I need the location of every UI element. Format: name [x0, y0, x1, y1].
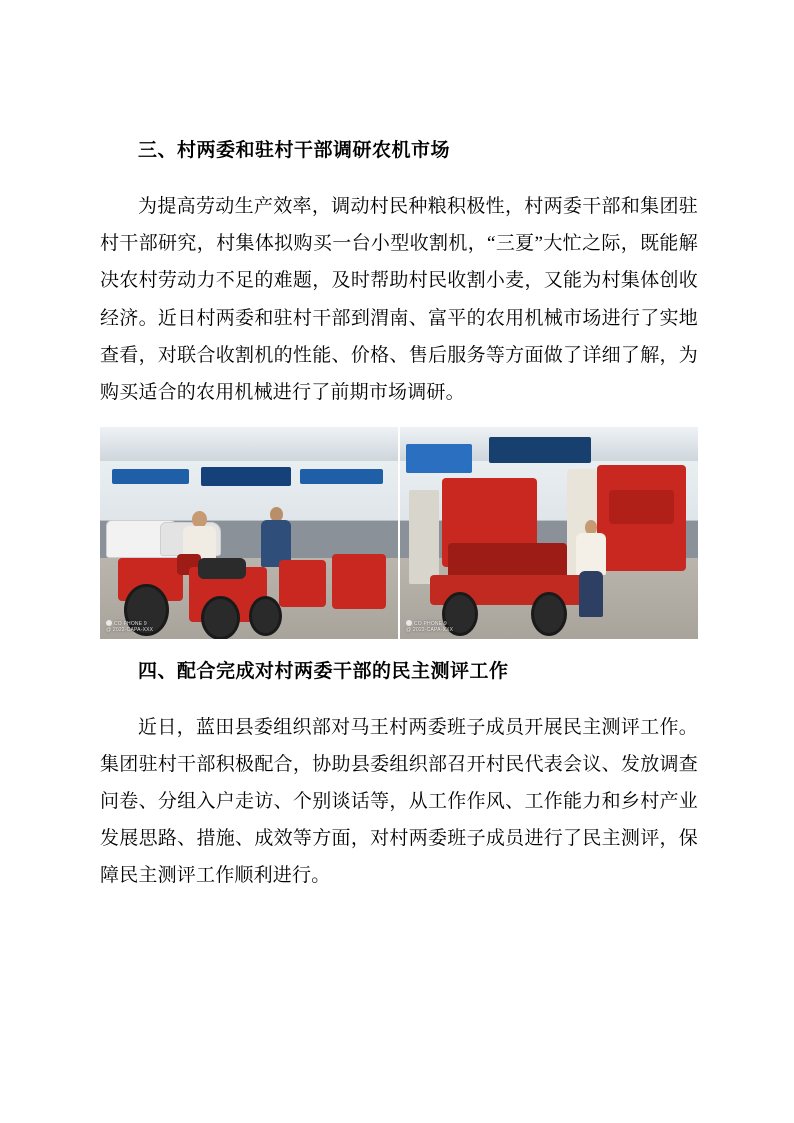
section-3-paragraph-1: 为提高劳动生产效率，调动村民种粮积极性，村两委干部和集团驻村干部研究，村集体拟购买一台小型收割机，“三夏”大忙之际，既能解决农村劳动力不足的难题，及时帮助村民收割小麦，又能为村集体创收经济。近日村两委和驻村干部到渭南、富平的农用机械市场进行了实地查看，对联合收割机的性能、价格、售后服务等方面做了详细了解，为购买适合的农用机械进行了前期市场调研。 — [100, 196, 698, 403]
section-heading-3: 三、村两委和驻村干部调研农机市场 — [138, 140, 451, 161]
document-body — [100, 96, 698, 894]
photo-right-combine-harvester — [400, 427, 698, 639]
photo-left-harvester-inspection — [100, 427, 398, 639]
section-heading-4: 四、配合完成对村两委干部的民主测评工作 — [138, 660, 509, 682]
photo-watermark: CO PHONE 9 @ 2022-CAPA-XXX — [406, 621, 454, 634]
photo-watermark: CO PHONE 9 @ 2022-CAPA-XXX — [106, 621, 154, 634]
section-4-paragraph-1: 近日，蓝田县委组织部对马王村两委班子成员开展民主测评工作。集团驻村干部积极配合，协助县委组织部召开村民代表会议、发放调查问卷、分组入户走访、个别谈话等，从工作作风、工作能力和乡村产业发展思路、措施、成效等方面，对村两委班子成员进行了民主测评，保障民主测评工作顺利进行。 — [100, 717, 698, 887]
figure-agricultural-machinery-market — [100, 427, 698, 639]
